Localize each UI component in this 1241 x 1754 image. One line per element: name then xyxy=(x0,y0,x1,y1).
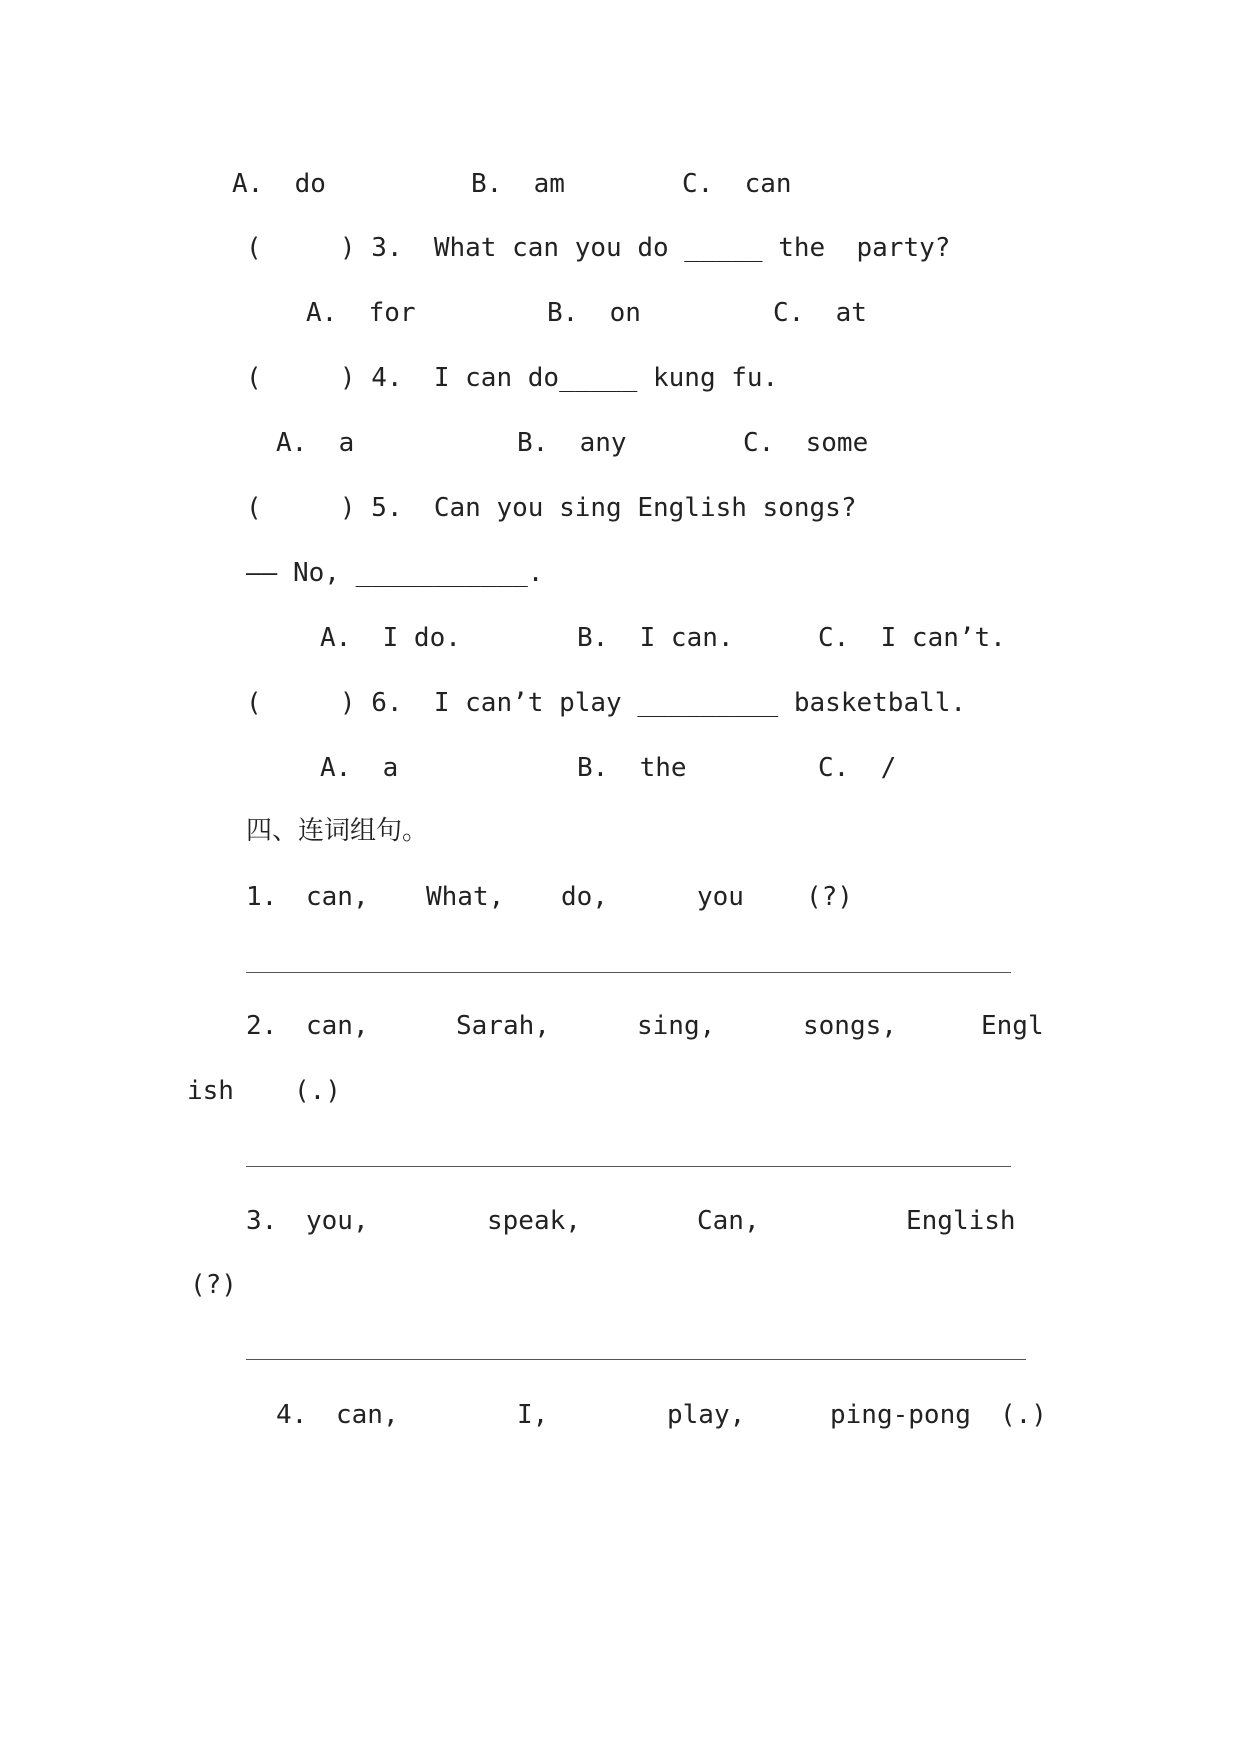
q2-option-a: A. do xyxy=(232,169,326,199)
s1-punctuation: (?) xyxy=(806,882,853,912)
q3-stem: ( ) 3. What can you do _____ the party? xyxy=(246,233,951,263)
q6-option-a: A. a xyxy=(320,753,399,783)
s2-word-2: Sarah, xyxy=(456,1011,550,1041)
s1-word-2: What, xyxy=(426,882,505,912)
s2-word-4: songs, xyxy=(803,1011,897,1041)
s2-word-3: sing, xyxy=(637,1011,716,1041)
s4-word-2: I, xyxy=(517,1400,549,1430)
s3-number: 3. xyxy=(246,1206,278,1236)
s1-answer-line xyxy=(246,972,1011,973)
s1-word-1: can, xyxy=(306,882,369,912)
s3-punctuation: (?) xyxy=(190,1270,237,1300)
s2-answer-line xyxy=(246,1166,1011,1167)
s4-word-4: ping-pong xyxy=(830,1400,971,1430)
s1-word-3: do, xyxy=(561,882,608,912)
q4-option-c: C. some xyxy=(743,428,869,458)
s1-number: 1. xyxy=(246,882,278,912)
s4-word-3: play, xyxy=(667,1400,746,1430)
q6-option-c: C. / xyxy=(818,753,897,783)
q2-option-c: C. can xyxy=(682,169,792,199)
q4-option-b: B. any xyxy=(517,428,627,458)
q6-stem: ( ) 6. I can’t play _________ basketball. xyxy=(246,688,967,718)
q5-answer-line: —— No, ___________. xyxy=(246,558,544,588)
q5-option-b: B. I can. xyxy=(577,623,734,653)
s2-number: 2. xyxy=(246,1011,278,1041)
s3-word-3: Can, xyxy=(697,1206,760,1236)
q5-option-c: C. I can’t. xyxy=(818,623,1006,653)
s3-word-4: English xyxy=(906,1206,1016,1236)
s3-answer-line xyxy=(246,1359,1026,1360)
q4-option-a: A. a xyxy=(276,428,355,458)
s2-word-1: can, xyxy=(306,1011,369,1041)
s2-word-5-end: ish xyxy=(187,1076,234,1106)
s2-punctuation: (.) xyxy=(294,1076,341,1106)
q3-option-c: C. at xyxy=(773,298,867,328)
s4-number: 4. xyxy=(276,1400,308,1430)
s4-word-1: can, xyxy=(336,1400,399,1430)
q6-option-b: B. the xyxy=(577,753,687,783)
s3-word-2: speak, xyxy=(487,1206,581,1236)
q5-stem: ( ) 5. Can you sing English songs? xyxy=(246,493,857,523)
s3-word-1: you, xyxy=(306,1206,369,1236)
q3-option-b: B. on xyxy=(547,298,641,328)
q3-option-a: A. for xyxy=(306,298,416,328)
s4-punctuation: (.) xyxy=(1000,1400,1047,1430)
q4-stem: ( ) 4. I can do_____ kung fu. xyxy=(246,363,779,393)
s1-word-4: you xyxy=(697,882,744,912)
section-4-title: 四、连词组句。 xyxy=(246,816,429,846)
s2-word-5-start: Engl xyxy=(981,1011,1044,1041)
q2-option-b: B. am xyxy=(471,169,565,199)
q5-option-a: A. I do. xyxy=(320,623,461,653)
